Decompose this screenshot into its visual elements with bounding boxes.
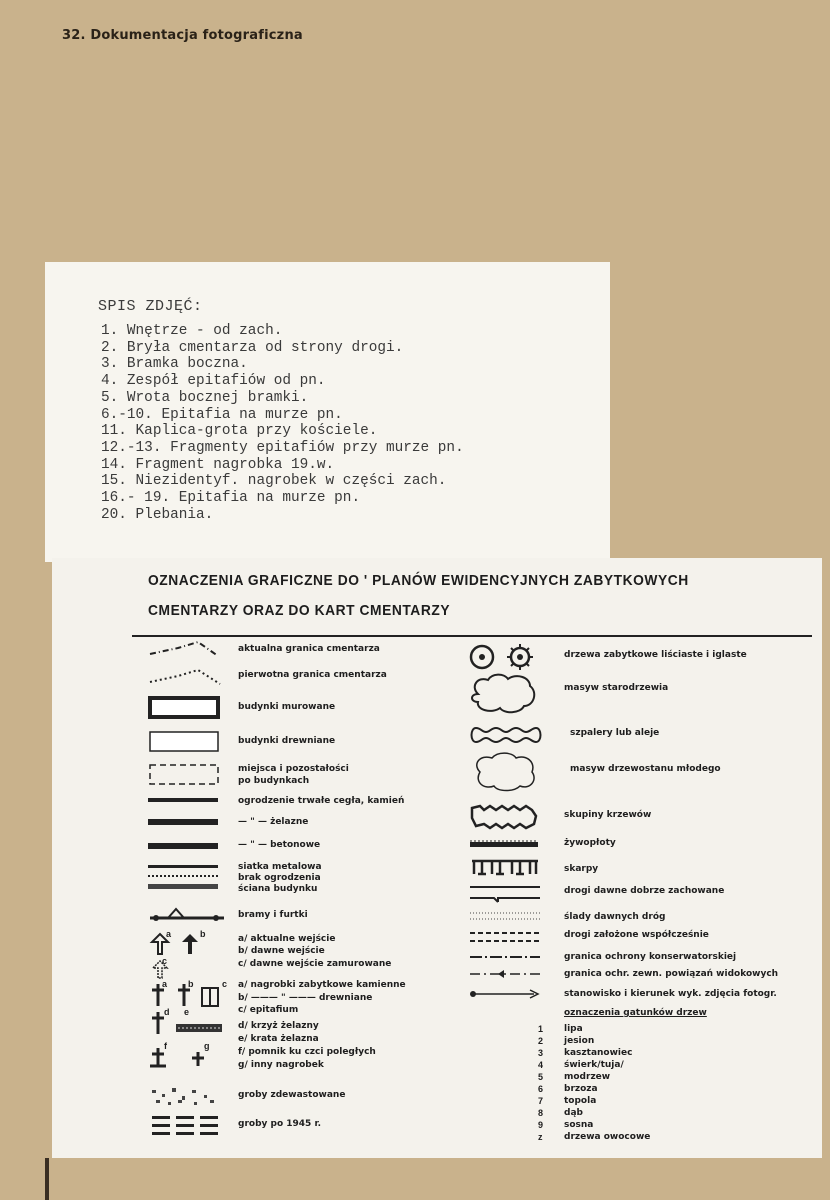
iron-fence-symbol [148, 818, 222, 826]
legend-label: c/ epitafium [238, 1005, 299, 1015]
legend-label: g/ inny nagrobek [238, 1060, 324, 1070]
legend-label: po budynkach [238, 776, 310, 786]
symbol-letter: e [184, 1007, 190, 1017]
wooden-building-symbol [148, 730, 222, 754]
list-item: 5. Wrota bocznej bramki. [101, 389, 309, 406]
legend-label: ślady dawnych dróg [564, 912, 666, 922]
symbol-letter: f [164, 1041, 167, 1051]
list-item: 11. Kaplica-grota przy kościele. [101, 423, 378, 440]
species-label: sosna [564, 1120, 594, 1130]
species-label: brzoza [564, 1084, 598, 1094]
list-item: 2. Bryła cmentarza od strony drogi. [101, 339, 404, 356]
legend-title-line2: CMENTARZY ORAZ DO KART CMENTARZY [148, 602, 451, 619]
legend-title-line1: OZNACZENIA GRAFICZNE DO ' PLANÓW EWIDENCYJNYCH ZABYTKOWYCH [148, 572, 689, 589]
legend-label: groby zdewastowane [238, 1090, 346, 1100]
concrete-fence-symbol [148, 842, 222, 850]
original-boundary-symbol [148, 664, 228, 688]
post-1945-graves-symbol [148, 1114, 222, 1140]
escarpment-symbol [468, 858, 542, 878]
legend-label: granica ochrony konserwatorskiej [564, 952, 737, 962]
brick-building-symbol [148, 696, 222, 720]
photo-list-title: SPIS ZDJĘĆ: [98, 298, 203, 315]
old-tree-mass-symbol [468, 672, 542, 716]
symbol-letter: b [188, 979, 194, 989]
symbol-letter: g [204, 1041, 210, 1051]
permanent-fence-symbol [148, 796, 222, 804]
legend-label: budynki murowane [238, 702, 336, 712]
legend-label: — " — betonowe [238, 840, 321, 850]
page-header: 32. Dokumentacja fotograficzna [62, 28, 303, 43]
building-remains-symbol [148, 763, 222, 787]
symbol-letter: c [222, 979, 228, 989]
species-number: 5 [538, 1072, 544, 1082]
species-label: lipa [564, 1024, 583, 1034]
species-number: 2 [538, 1036, 544, 1046]
monument-symbols [148, 1044, 228, 1070]
legend-label: drogi założone współcześnie [564, 930, 709, 940]
species-number: 4 [538, 1060, 544, 1070]
species-label: modrzew [564, 1072, 611, 1082]
view-boundary-symbol [468, 968, 542, 980]
symbol-letter: d [164, 1007, 170, 1017]
current-boundary-symbol [148, 638, 228, 662]
species-label: świerk/tuja/ [564, 1060, 624, 1070]
species-number: 9 [538, 1120, 544, 1130]
legend-label: drzewa zabytkowe liściaste i iglaste [564, 650, 747, 660]
species-number: 1 [538, 1024, 544, 1034]
young-tree-mass-symbol [468, 750, 542, 794]
species-label: topola [564, 1096, 597, 1106]
symbol-letter: a [162, 979, 168, 989]
species-label: kasztanowiec [564, 1048, 633, 1058]
species-number: 6 [538, 1084, 544, 1094]
species-number: z [538, 1132, 543, 1142]
legend-label: miejsca i pozostałości [238, 764, 349, 774]
legend-label: e/ krata żelazna [238, 1034, 319, 1044]
legend-label: granica ochr. zewn. powiązań widokowych [564, 969, 779, 979]
legend-label: d/ krzyż żelazny [238, 1021, 319, 1031]
legend-label: siatka metalowa [238, 862, 322, 872]
fence-types-symbol [148, 863, 222, 893]
species-header: oznaczenia gatunków drzew [564, 1008, 707, 1018]
hedge-symbol [468, 840, 542, 850]
species-label: jesion [564, 1036, 595, 1046]
species-number: 8 [538, 1108, 544, 1118]
legend-label: c/ dawne wejście zamurowane [238, 959, 392, 969]
list-item: 6.-10. Epitafia na murze pn. [101, 406, 343, 423]
legend-label: masyw drzewostanu młodego [570, 764, 721, 774]
legend-label: szpalery lub aleje [570, 728, 660, 738]
old-roads-symbol [468, 884, 542, 904]
page-edge-shadow [45, 1158, 49, 1200]
list-item: 16.- 19. Epitafia na murze pn. [101, 490, 361, 507]
legend-label: b/ dawne wejście [238, 946, 325, 956]
species-number: 7 [538, 1096, 544, 1106]
symbol-letter: b [200, 929, 206, 939]
legend-label: f/ pomnik ku czci poległych [238, 1047, 376, 1057]
legend-label: ogrodzenie trwałe cegła, kamień [238, 796, 405, 806]
legend-label: pierwotna granica cmentarza [238, 670, 387, 680]
legend-label: skarpy [564, 864, 599, 874]
photo-list-card [45, 262, 610, 562]
tree-symbols [468, 642, 542, 672]
legend-label: — " — żelazne [238, 817, 309, 827]
species-number: 3 [538, 1048, 544, 1058]
legend-label: a/ nagrobki zabytkowe kamienne [238, 980, 406, 990]
symbol-letter: a [166, 929, 172, 939]
conservation-boundary-symbol [468, 952, 542, 962]
legend-label: bramy i furtki [238, 910, 308, 920]
list-item: 4. Zespół epitafiów od pn. [101, 373, 326, 390]
shrub-group-symbol [468, 802, 542, 832]
legend-divider [132, 635, 812, 637]
legend-label: aktualna granica cmentarza [238, 644, 380, 654]
list-item: 15. Niezidentyf. nagrobek w części zach. [101, 473, 447, 490]
legend-label: budynki drewniane [238, 736, 336, 746]
species-label: drzewa owocowe [564, 1132, 651, 1142]
species-label: dąb [564, 1108, 583, 1118]
devastated-graves-symbol [148, 1086, 222, 1108]
modern-roads-symbol [468, 930, 542, 944]
entrance-arrows-symbol [148, 932, 218, 956]
list-item: 3. Bramka boczna. [101, 356, 248, 373]
symbol-letter: c [162, 956, 168, 966]
list-item: 20. Plebania. [101, 506, 214, 523]
legend-label: a/ aktualne wejście [238, 934, 336, 944]
list-item: 1. Wnętrze - od zach. [101, 323, 283, 339]
legend-label: brak ogrodzenia [238, 873, 321, 883]
road-traces-symbol [468, 910, 542, 922]
tree-row-symbol [468, 724, 542, 746]
legend-label: groby po 1945 r. [238, 1119, 322, 1129]
legend-label: skupiny krzewów [564, 810, 652, 820]
list-item: 14. Fragment nagrobka 19.w. [101, 456, 335, 473]
legend-label: b/ ——— " ——— drewniane [238, 993, 373, 1003]
photo-list [101, 323, 464, 523]
list-item: 12.-13. Fragmenty epitafiów przy murze pn. [101, 439, 464, 456]
gate-symbol [148, 906, 228, 926]
legend-card [52, 558, 822, 1158]
legend-label: żywopłoty [564, 838, 616, 848]
legend-label: stanowisko i kierunek wyk. zdjęcia fotogr. [564, 989, 777, 999]
legend-label: ściana budynku [238, 884, 318, 894]
legend-label: masyw starodrzewia [564, 683, 669, 693]
photo-position-symbol [468, 988, 542, 1000]
legend-label: drogi dawne dobrze zachowane [564, 886, 725, 896]
